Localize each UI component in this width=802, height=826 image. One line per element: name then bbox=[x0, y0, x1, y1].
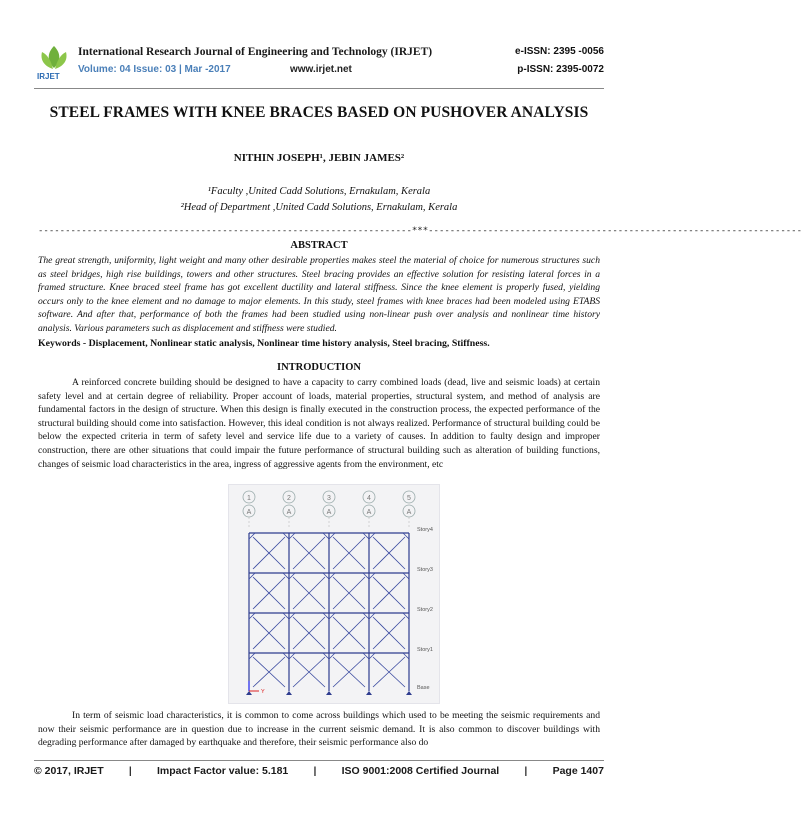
header-divider bbox=[34, 88, 604, 89]
journal-header bbox=[34, 42, 604, 88]
footer-separator: | bbox=[313, 765, 317, 777]
footer-divider bbox=[34, 760, 604, 761]
grid-label: 3 bbox=[327, 495, 331, 502]
journal-name: International Research Journal of Engineering and Technology (IRJET) bbox=[78, 46, 433, 58]
section-divider: ---------------------------------------------------------------------***--------------------------------------------------------------------- bbox=[38, 226, 802, 236]
grid-label: 5 bbox=[407, 495, 411, 502]
introduction-heading: INTRODUCTION bbox=[276, 362, 361, 373]
support-icon bbox=[326, 691, 332, 695]
e-issn: e-ISSN: 2395 -0056 bbox=[515, 46, 604, 57]
volume-issue: Volume: 04 Issue: 03 | Mar -2017 bbox=[78, 64, 231, 75]
frame-elevation-figure bbox=[228, 484, 440, 704]
support-icon bbox=[246, 691, 252, 695]
abstract-heading: ABSTRACT bbox=[290, 240, 348, 251]
grid-label: 1 bbox=[247, 495, 251, 502]
grid-sublabel: A bbox=[326, 509, 332, 516]
grid-sublabel: A bbox=[246, 509, 252, 516]
introduction-text: A reinforced concrete building should be designed to have a capacity to carry combined loads (dead, live and seismic loads) at certain safety level and at certain degree of reliability. Proper account of loads, material properties, structural system, and method of analysis are fundamental factors in the design of structure. When this design is finally executed in the construction process, the expected performance of the structural building should come into satisfaction. However, this ideal condition is not always realized. Performance of structural building could be below the expected criteria in term of safety level and service life due to a variety of causes. In addition to faulty design and improper construction, there are other situations that could impair the future performance of structural building such as alteration of building functions, changes of seismic load characteristics in the area, ingress of aggressive agents from the environment, etc bbox=[38, 377, 600, 470]
abstract-text: The great strength, uniformity, light weight and many other desirable properties makes steel the material of choice for numerous structures such as steel bridges, high rise buildings, towers and other structures. Steel bracing provides an effective solution for resisting lateral forces in a framed structure. Knee braced steel frame has got excellent ductility and lateral stiffness. Since the knee element is properly fused, yielding occurs only to the knee element and no damage to major elements. In this study, steel frames with knee braces had been modeled using ETABS software. And after that, performance of both the frames had been studied using non-linear push over analysis and nonlinear time history analysis. Various parameters such as displacement and stiffness were studied. bbox=[38, 255, 600, 334]
frame-drawing bbox=[229, 485, 439, 703]
authors: NITHIN JOSEPH¹, JEBIN JAMES² bbox=[233, 152, 405, 164]
website-link[interactable]: www.irjet.net bbox=[290, 64, 352, 75]
page-footer bbox=[34, 765, 604, 777]
grid-label: 4 bbox=[367, 495, 371, 502]
story-label: Story1 bbox=[417, 647, 433, 653]
paragraph-2: In term of seismic load characteristics, it is common to come across buildings which used to be meeting the seismic requirements and now their seismic performance are in question due to increase in the current seismic demand. It is also common to discover buildings with degrading performance after damaged by earthquake and therefore, their seismic performance also do bbox=[38, 710, 600, 749]
footer-separator: | bbox=[524, 765, 528, 777]
footer-separator: | bbox=[128, 765, 132, 777]
affiliation-1: ¹Faculty ,United Cadd Solutions, Ernakulam, Kerala bbox=[207, 186, 431, 197]
story-label: Story4 bbox=[417, 527, 433, 533]
story-label: Story2 bbox=[417, 607, 433, 613]
grid-label: 2 bbox=[287, 495, 291, 502]
axis-label: Y bbox=[261, 689, 265, 695]
page-number: Page 1407 bbox=[552, 765, 604, 777]
story-label: Story3 bbox=[417, 567, 433, 573]
p-issn: p-ISSN: 2395-0072 bbox=[517, 64, 604, 75]
copyright: © 2017, IRJET bbox=[34, 765, 104, 777]
paper-title: STEEL FRAMES WITH KNEE BRACES BASED ON PUSHOVER ANALYSIS bbox=[49, 104, 589, 121]
support-icon bbox=[286, 691, 292, 695]
support-icon bbox=[366, 691, 372, 695]
support-icon bbox=[406, 691, 412, 695]
grid-sublabel: A bbox=[366, 509, 372, 516]
story-label: Base bbox=[417, 685, 430, 691]
affiliation-2: ²Head of Department ,United Cadd Solutions, Ernakulam, Kerala bbox=[180, 202, 458, 213]
grid-sublabel: A bbox=[286, 509, 292, 516]
keywords: Keywords - Displacement, Nonlinear static analysis, Nonlinear time history analysis, Steel bracing, Stiffness. bbox=[38, 338, 490, 349]
iso-certification: ISO 9001:2008 Certified Journal bbox=[341, 765, 500, 777]
grid-sublabel: A bbox=[406, 509, 412, 516]
impact-factor: Impact Factor value: 5.181 bbox=[156, 765, 289, 777]
logo-text: IRJET bbox=[37, 72, 60, 81]
